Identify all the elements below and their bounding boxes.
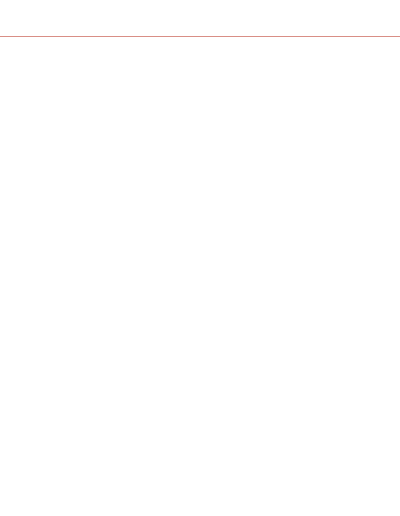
table-title: [0, 0, 400, 36]
deficit-table: [0, 36, 400, 481]
